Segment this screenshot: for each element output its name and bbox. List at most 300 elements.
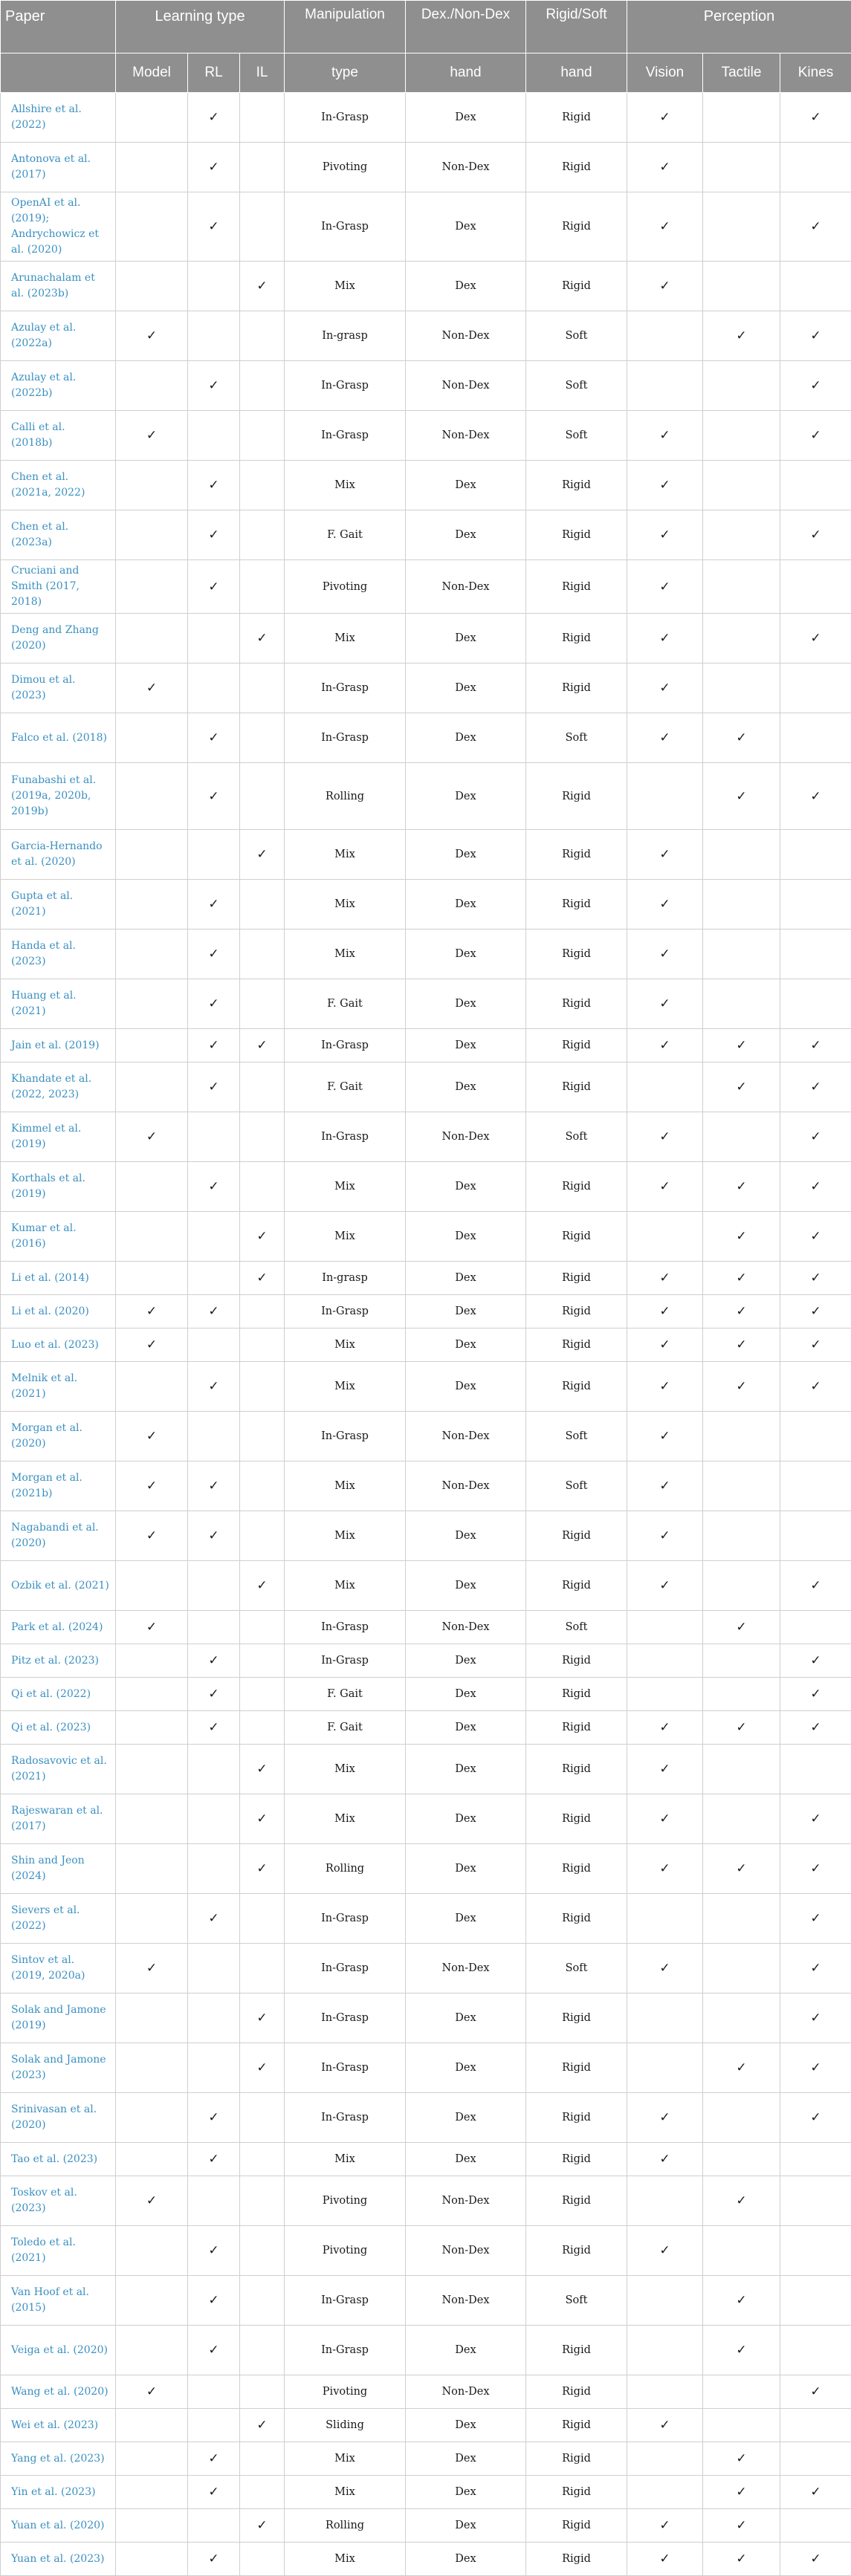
tactile-cell: ✓ bbox=[703, 2442, 780, 2476]
paper-cell[interactable]: Allshire et al. (2022) bbox=[1, 93, 116, 143]
rigid-soft-cell: Rigid bbox=[526, 1644, 627, 1678]
vision-cell: ✓ bbox=[627, 1461, 703, 1511]
paper-cell[interactable]: Korthals et al. (2019) bbox=[1, 1162, 116, 1212]
dex-cell: Dex bbox=[406, 713, 526, 763]
dex-cell: Dex bbox=[406, 2409, 526, 2442]
il-cell bbox=[240, 2375, 285, 2409]
rl-cell: ✓ bbox=[188, 763, 240, 830]
vision-cell: ✓ bbox=[627, 830, 703, 880]
dex-cell: Non-Dex bbox=[406, 361, 526, 411]
paper-cell[interactable]: Radosavovic et al. (2021) bbox=[1, 1745, 116, 1794]
paper-cell[interactable]: Yin et al. (2023) bbox=[1, 2476, 116, 2509]
rl-cell bbox=[188, 262, 240, 311]
rigid-soft-cell: Soft bbox=[526, 1412, 627, 1461]
model-cell bbox=[116, 1561, 188, 1611]
tactile-cell bbox=[703, 1794, 780, 1844]
rl-cell: ✓ bbox=[188, 1295, 240, 1328]
vision-cell: ✓ bbox=[627, 1944, 703, 1993]
rigid-soft-cell: Rigid bbox=[526, 880, 627, 929]
table-header bbox=[1, 1, 851, 93]
dex-cell: Dex bbox=[406, 93, 526, 143]
vision-cell bbox=[627, 1644, 703, 1678]
rl-cell bbox=[188, 1993, 240, 2043]
vision-cell bbox=[627, 2276, 703, 2326]
rl-cell: ✓ bbox=[188, 880, 240, 929]
model-cell bbox=[116, 262, 188, 311]
paper-cell[interactable]: Khandate et al. (2022, 2023) bbox=[1, 1062, 116, 1112]
manipulation-type-cell: In-grasp bbox=[285, 1262, 406, 1295]
table-row bbox=[1, 2375, 851, 2409]
il-cell bbox=[240, 1894, 285, 1944]
paper-cell[interactable]: Dimou et al. (2023) bbox=[1, 664, 116, 713]
rigid-soft-cell: Rigid bbox=[526, 2409, 627, 2442]
manipulation-type-cell: In-Grasp bbox=[285, 713, 406, 763]
paper-cell[interactable]: Azulay et al. (2022b) bbox=[1, 361, 116, 411]
paper-cell[interactable]: Garcia-Hernando et al. (2020) bbox=[1, 830, 116, 880]
rl-cell: ✓ bbox=[188, 2326, 240, 2375]
tactile-cell: ✓ bbox=[703, 2276, 780, 2326]
rigid-soft-cell: Soft bbox=[526, 1461, 627, 1511]
il-cell bbox=[240, 1062, 285, 1112]
paper-cell[interactable]: Melnik et al. (2021) bbox=[1, 1362, 116, 1412]
model-cell: ✓ bbox=[116, 1511, 188, 1561]
rl-cell bbox=[188, 1944, 240, 1993]
tactile-cell bbox=[703, 830, 780, 880]
paper-cell[interactable]: Sievers et al. (2022) bbox=[1, 1894, 116, 1944]
paper-cell[interactable]: Van Hoof et al. (2015) bbox=[1, 2276, 116, 2326]
vision-cell bbox=[627, 2176, 703, 2226]
rl-cell: ✓ bbox=[188, 2276, 240, 2326]
rl-cell: ✓ bbox=[188, 1644, 240, 1678]
rl-cell bbox=[188, 2509, 240, 2543]
kines-cell bbox=[780, 880, 851, 929]
kines-cell bbox=[780, 2326, 851, 2375]
paper-cell[interactable]: Chen et al. (2023a) bbox=[1, 510, 116, 560]
paper-cell[interactable]: Wei et al. (2023) bbox=[1, 2409, 116, 2442]
kines-cell: ✓ bbox=[780, 1794, 851, 1844]
tactile-cell: ✓ bbox=[703, 311, 780, 361]
rl-cell bbox=[188, 2409, 240, 2442]
rigid-soft-cell: Rigid bbox=[526, 2375, 627, 2409]
table-row bbox=[1, 1461, 851, 1511]
vision-cell: ✓ bbox=[627, 1745, 703, 1794]
paper-cell[interactable]: Falco et al. (2018) bbox=[1, 713, 116, 763]
model-cell bbox=[116, 1993, 188, 2043]
model-cell bbox=[116, 1162, 188, 1212]
model-cell: ✓ bbox=[116, 1461, 188, 1511]
rigid-soft-cell: Rigid bbox=[526, 830, 627, 880]
dex-cell: Non-Dex bbox=[406, 411, 526, 461]
vision-cell: ✓ bbox=[627, 1561, 703, 1611]
rigid-soft-cell: Rigid bbox=[526, 1894, 627, 1944]
vision-cell: ✓ bbox=[627, 664, 703, 713]
tactile-cell bbox=[703, 461, 780, 510]
rigid-soft-cell: Rigid bbox=[526, 2143, 627, 2176]
header-perception: Perception bbox=[627, 1, 851, 53]
model-cell bbox=[116, 2326, 188, 2375]
manipulation-type-cell: Mix bbox=[285, 2476, 406, 2509]
paper-cell[interactable]: Shin and Jeon (2024) bbox=[1, 1844, 116, 1894]
paper-cell[interactable]: Pitz et al. (2023) bbox=[1, 1644, 116, 1678]
model-cell bbox=[116, 880, 188, 929]
table-row bbox=[1, 1212, 851, 1262]
paper-cell[interactable]: Li et al. (2020) bbox=[1, 1295, 116, 1328]
dex-cell: Dex bbox=[406, 929, 526, 979]
tactile-cell: ✓ bbox=[703, 1212, 780, 1262]
table-row bbox=[1, 2442, 851, 2476]
paper-cell[interactable]: Toledo et al. (2021) bbox=[1, 2226, 116, 2276]
dex-cell: Non-Dex bbox=[406, 1412, 526, 1461]
kines-cell bbox=[780, 461, 851, 510]
paper-cell[interactable]: Toskov et al. (2023) bbox=[1, 2176, 116, 2226]
header-kines: Kines bbox=[780, 53, 851, 93]
dex-cell: Non-Dex bbox=[406, 2276, 526, 2326]
rl-cell bbox=[188, 614, 240, 664]
manipulation-type-cell: In-Grasp bbox=[285, 1412, 406, 1461]
dex-cell: Non-Dex bbox=[406, 311, 526, 361]
model-cell: ✓ bbox=[116, 2375, 188, 2409]
rl-cell bbox=[188, 1844, 240, 1894]
vision-cell: ✓ bbox=[627, 1029, 703, 1062]
tactile-cell: ✓ bbox=[703, 1711, 780, 1745]
kines-cell: ✓ bbox=[780, 1678, 851, 1711]
table-row bbox=[1, 192, 851, 262]
il-cell: ✓ bbox=[240, 1745, 285, 1794]
vision-cell: ✓ bbox=[627, 560, 703, 614]
model-cell: ✓ bbox=[116, 1611, 188, 1644]
manipulation-type-cell: In-Grasp bbox=[285, 2093, 406, 2143]
dex-cell: Non-Dex bbox=[406, 1944, 526, 1993]
dex-cell: Dex bbox=[406, 830, 526, 880]
model-cell bbox=[116, 2409, 188, 2442]
vision-cell: ✓ bbox=[627, 929, 703, 979]
il-cell: ✓ bbox=[240, 1794, 285, 1844]
paper-cell[interactable]: Qi et al. (2023) bbox=[1, 1711, 116, 1745]
rigid-soft-cell: Rigid bbox=[526, 1561, 627, 1611]
rl-cell bbox=[188, 830, 240, 880]
paper-cell[interactable]: Funabashi et al. (2019a, 2020b, 2019b) bbox=[1, 763, 116, 830]
il-cell bbox=[240, 2093, 285, 2143]
model-cell bbox=[116, 614, 188, 664]
model-cell bbox=[116, 1212, 188, 1262]
il-cell bbox=[240, 1611, 285, 1644]
rigid-soft-cell: Rigid bbox=[526, 143, 627, 192]
kines-cell: ✓ bbox=[780, 1112, 851, 1162]
paper-cell[interactable]: Yang et al. (2023) bbox=[1, 2442, 116, 2476]
il-cell bbox=[240, 510, 285, 560]
model-cell: ✓ bbox=[116, 1412, 188, 1461]
paper-cell[interactable]: Chen et al. (2021a, 2022) bbox=[1, 461, 116, 510]
paper-cell[interactable]: Ozbik et al. (2021) bbox=[1, 1561, 116, 1611]
rigid-soft-cell: Soft bbox=[526, 1611, 627, 1644]
table-row bbox=[1, 1062, 851, 1112]
manipulation-type-cell: Mix bbox=[285, 262, 406, 311]
table-row bbox=[1, 1412, 851, 1461]
vision-cell bbox=[627, 311, 703, 361]
manipulation-type-cell: Mix bbox=[285, 614, 406, 664]
manipulation-type-cell: Rolling bbox=[285, 763, 406, 830]
model-cell: ✓ bbox=[116, 1328, 188, 1362]
header-rl: RL bbox=[188, 53, 240, 93]
paper-cell[interactable]: Li et al. (2014) bbox=[1, 1262, 116, 1295]
dex-cell: Dex bbox=[406, 1029, 526, 1062]
rl-cell: ✓ bbox=[188, 1678, 240, 1711]
manipulation-type-cell: Mix bbox=[285, 2442, 406, 2476]
tactile-cell: ✓ bbox=[703, 1295, 780, 1328]
manipulation-type-cell: Mix bbox=[285, 1328, 406, 1362]
il-cell: ✓ bbox=[240, 830, 285, 880]
header-model: Model bbox=[116, 53, 188, 93]
dex-cell: Dex bbox=[406, 1511, 526, 1561]
dex-cell: Dex bbox=[406, 1362, 526, 1412]
header-vision: Vision bbox=[627, 53, 703, 93]
rl-cell: ✓ bbox=[188, 1894, 240, 1944]
rl-cell: ✓ bbox=[188, 143, 240, 192]
paper-cell[interactable]: Yuan et al. (2020) bbox=[1, 2509, 116, 2543]
rigid-soft-cell: Soft bbox=[526, 713, 627, 763]
dex-cell: Dex bbox=[406, 2442, 526, 2476]
manipulation-type-cell: Mix bbox=[285, 1511, 406, 1561]
paper-cell[interactable]: Morgan et al. (2021b) bbox=[1, 1461, 116, 1511]
tactile-cell bbox=[703, 192, 780, 262]
il-cell bbox=[240, 2176, 285, 2226]
dex-cell: Dex bbox=[406, 1794, 526, 1844]
tactile-cell: ✓ bbox=[703, 1062, 780, 1112]
dex-cell: Dex bbox=[406, 1162, 526, 1212]
dex-cell: Dex bbox=[406, 1894, 526, 1944]
tactile-cell bbox=[703, 1112, 780, 1162]
table-row bbox=[1, 93, 851, 143]
header-paper-empty bbox=[1, 53, 116, 93]
tactile-cell bbox=[703, 93, 780, 143]
manipulation-type-cell: In-Grasp bbox=[285, 1894, 406, 1944]
tactile-cell bbox=[703, 361, 780, 411]
rl-cell: ✓ bbox=[188, 929, 240, 979]
table-row bbox=[1, 1561, 851, 1611]
tactile-cell: ✓ bbox=[703, 763, 780, 830]
rigid-soft-cell: Rigid bbox=[526, 262, 627, 311]
dex-cell: Dex bbox=[406, 614, 526, 664]
il-cell bbox=[240, 1112, 285, 1162]
paper-cell[interactable]: Cruciani and Smith (2017, 2018) bbox=[1, 560, 116, 614]
table-row bbox=[1, 2543, 851, 2576]
tactile-cell: ✓ bbox=[703, 1029, 780, 1062]
rigid-soft-cell: Rigid bbox=[526, 929, 627, 979]
table-row bbox=[1, 1678, 851, 1711]
vision-cell: ✓ bbox=[627, 2093, 703, 2143]
paper-cell[interactable]: Gupta et al. (2021) bbox=[1, 880, 116, 929]
vision-cell bbox=[627, 361, 703, 411]
vision-cell bbox=[627, 2375, 703, 2409]
manipulation-type-cell: Pivoting bbox=[285, 143, 406, 192]
il-cell bbox=[240, 2543, 285, 2576]
tactile-cell bbox=[703, 510, 780, 560]
manipulation-type-cell: In-Grasp bbox=[285, 1944, 406, 1993]
paper-cell[interactable]: OpenAI et al. (2019); Andrychowicz et al. (2020) bbox=[1, 192, 116, 262]
paper-cell[interactable]: Srinivasan et al. (2020) bbox=[1, 2093, 116, 2143]
table-row bbox=[1, 2143, 851, 2176]
paper-cell[interactable]: Tao et al. (2023) bbox=[1, 2143, 116, 2176]
model-cell bbox=[116, 361, 188, 411]
paper-cell[interactable]: Park et al. (2024) bbox=[1, 1611, 116, 1644]
manipulation-type-cell: In-Grasp bbox=[285, 2043, 406, 2093]
table-row bbox=[1, 1029, 851, 1062]
paper-cell[interactable]: Solak and Jamone (2019) bbox=[1, 1993, 116, 2043]
paper-cell[interactable]: Antonova et al. (2017) bbox=[1, 143, 116, 192]
paper-cell[interactable]: Solak and Jamone (2023) bbox=[1, 2043, 116, 2093]
vision-cell: ✓ bbox=[627, 1328, 703, 1362]
model-cell bbox=[116, 93, 188, 143]
dex-cell: Dex bbox=[406, 2043, 526, 2093]
manipulation-type-cell: Mix bbox=[285, 1561, 406, 1611]
rl-cell: ✓ bbox=[188, 2442, 240, 2476]
manipulation-type-cell: Pivoting bbox=[285, 2375, 406, 2409]
kines-cell: ✓ bbox=[780, 1029, 851, 1062]
dex-cell: Non-Dex bbox=[406, 1461, 526, 1511]
tactile-cell: ✓ bbox=[703, 2326, 780, 2375]
kines-cell: ✓ bbox=[780, 1162, 851, 1212]
kines-cell: ✓ bbox=[780, 1561, 851, 1611]
dex-cell: Dex bbox=[406, 1678, 526, 1711]
vision-cell: ✓ bbox=[627, 1844, 703, 1894]
model-cell bbox=[116, 763, 188, 830]
kines-cell bbox=[780, 2143, 851, 2176]
tactile-cell bbox=[703, 1944, 780, 1993]
table-row bbox=[1, 311, 851, 361]
il-cell: ✓ bbox=[240, 1029, 285, 1062]
model-cell bbox=[116, 929, 188, 979]
vision-cell: ✓ bbox=[627, 1511, 703, 1561]
dex-cell: Dex bbox=[406, 1295, 526, 1328]
kines-cell: ✓ bbox=[780, 614, 851, 664]
table-row bbox=[1, 510, 851, 560]
paper-cell[interactable]: Nagabandi et al. (2020) bbox=[1, 1511, 116, 1561]
model-cell bbox=[116, 2226, 188, 2276]
il-cell bbox=[240, 560, 285, 614]
paper-cell[interactable]: Calli et al. (2018b) bbox=[1, 411, 116, 461]
paper-cell[interactable]: Kimmel et al. (2019) bbox=[1, 1112, 116, 1162]
vision-cell: ✓ bbox=[627, 93, 703, 143]
vision-cell: ✓ bbox=[627, 2226, 703, 2276]
dex-cell: Dex bbox=[406, 1328, 526, 1362]
paper-cell[interactable]: Huang et al. (2021) bbox=[1, 979, 116, 1029]
kines-cell: ✓ bbox=[780, 763, 851, 830]
vision-cell bbox=[627, 1062, 703, 1112]
manipulation-type-cell: In-Grasp bbox=[285, 1993, 406, 2043]
paper-cell[interactable]: Yuan et al. (2023) bbox=[1, 2543, 116, 2576]
paper-cell[interactable]: Qi et al. (2022) bbox=[1, 1678, 116, 1711]
paper-cell[interactable]: Morgan et al. (2020) bbox=[1, 1412, 116, 1461]
table-body bbox=[1, 93, 851, 2576]
kines-cell bbox=[780, 1611, 851, 1644]
il-cell bbox=[240, 192, 285, 262]
vision-cell: ✓ bbox=[627, 192, 703, 262]
paper-cell[interactable]: Rajeswaran et al. (2017) bbox=[1, 1794, 116, 1844]
manipulation-type-cell: In-Grasp bbox=[285, 1295, 406, 1328]
rigid-soft-cell: Soft bbox=[526, 2276, 627, 2326]
kines-cell: ✓ bbox=[780, 1328, 851, 1362]
table-row bbox=[1, 461, 851, 510]
il-cell: ✓ bbox=[240, 1993, 285, 2043]
dex-cell: Dex bbox=[406, 1212, 526, 1262]
il-cell: ✓ bbox=[240, 262, 285, 311]
paper-cell[interactable]: Kumar et al. (2016) bbox=[1, 1212, 116, 1262]
table-row bbox=[1, 1362, 851, 1412]
paper-cell[interactable]: Arunachalam et al. (2023b) bbox=[1, 262, 116, 311]
rl-cell: ✓ bbox=[188, 979, 240, 1029]
paper-cell[interactable]: Deng and Zhang (2020) bbox=[1, 614, 116, 664]
rl-cell bbox=[188, 1561, 240, 1611]
table-row bbox=[1, 2093, 851, 2143]
rigid-soft-cell: Rigid bbox=[526, 1794, 627, 1844]
kines-cell: ✓ bbox=[780, 2093, 851, 2143]
kines-cell: ✓ bbox=[780, 2543, 851, 2576]
manipulation-type-cell: Rolling bbox=[285, 1844, 406, 1894]
paper-cell[interactable]: Sintov et al. (2019, 2020a) bbox=[1, 1944, 116, 1993]
manipulation-type-cell: Mix bbox=[285, 2143, 406, 2176]
tactile-cell bbox=[703, 979, 780, 1029]
table-row bbox=[1, 763, 851, 830]
kines-cell: ✓ bbox=[780, 1644, 851, 1678]
model-cell: ✓ bbox=[116, 311, 188, 361]
rl-cell: ✓ bbox=[188, 1711, 240, 1745]
tactile-cell bbox=[703, 2375, 780, 2409]
header-hand-dex: hand bbox=[406, 53, 526, 93]
table-row bbox=[1, 830, 851, 880]
rl-cell bbox=[188, 664, 240, 713]
kines-cell: ✓ bbox=[780, 1362, 851, 1412]
paper-cell[interactable]: Luo et al. (2023) bbox=[1, 1328, 116, 1362]
rigid-soft-cell: Rigid bbox=[526, 1745, 627, 1794]
kines-cell bbox=[780, 2409, 851, 2442]
vision-cell: ✓ bbox=[627, 713, 703, 763]
vision-cell bbox=[627, 2442, 703, 2476]
manipulation-type-cell: F. Gait bbox=[285, 1678, 406, 1711]
manipulation-type-cell: Mix bbox=[285, 1162, 406, 1212]
model-cell bbox=[116, 1711, 188, 1745]
manipulation-type-cell: Mix bbox=[285, 461, 406, 510]
paper-cell[interactable]: Handa et al. (2023) bbox=[1, 929, 116, 979]
vision-cell: ✓ bbox=[627, 979, 703, 1029]
dex-cell: Dex bbox=[406, 1745, 526, 1794]
rl-cell: ✓ bbox=[188, 192, 240, 262]
il-cell: ✓ bbox=[240, 1561, 285, 1611]
kines-cell bbox=[780, 262, 851, 311]
model-cell: ✓ bbox=[116, 664, 188, 713]
rl-cell bbox=[188, 2375, 240, 2409]
il-cell: ✓ bbox=[240, 1262, 285, 1295]
tactile-cell bbox=[703, 1561, 780, 1611]
paper-cell[interactable]: Veiga et al. (2020) bbox=[1, 2326, 116, 2375]
paper-cell[interactable]: Wang et al. (2020) bbox=[1, 2375, 116, 2409]
paper-cell[interactable]: Azulay et al. (2022a) bbox=[1, 311, 116, 361]
kines-cell: ✓ bbox=[780, 1212, 851, 1262]
kines-cell: ✓ bbox=[780, 510, 851, 560]
table-row bbox=[1, 143, 851, 192]
kines-cell bbox=[780, 664, 851, 713]
il-cell bbox=[240, 1678, 285, 1711]
il-cell bbox=[240, 411, 285, 461]
manipulation-type-cell: Pivoting bbox=[285, 560, 406, 614]
vision-cell: ✓ bbox=[627, 1412, 703, 1461]
manipulation-type-cell: In-Grasp bbox=[285, 1644, 406, 1678]
rl-cell: ✓ bbox=[188, 1029, 240, 1062]
il-cell bbox=[240, 713, 285, 763]
rigid-soft-cell: Rigid bbox=[526, 979, 627, 1029]
paper-cell[interactable]: Jain et al. (2019) bbox=[1, 1029, 116, 1062]
kines-cell: ✓ bbox=[780, 192, 851, 262]
rl-cell: ✓ bbox=[188, 1062, 240, 1112]
